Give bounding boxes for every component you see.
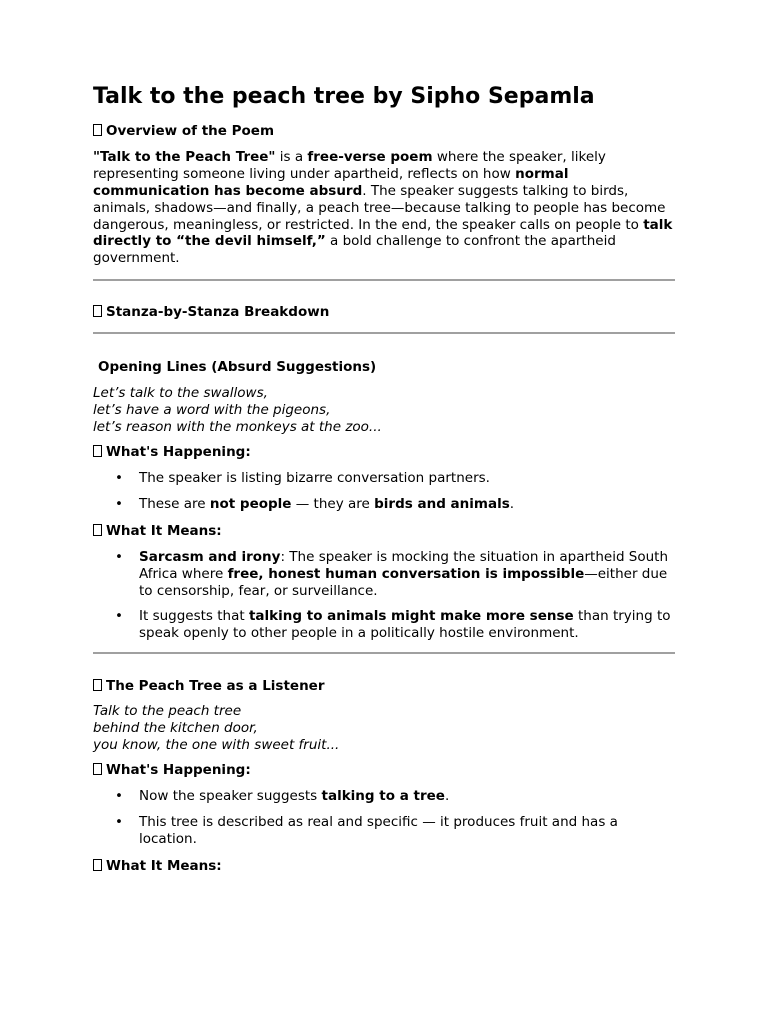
section1-happening-heading: What's Happening:: [93, 443, 675, 461]
list-item: • It suggests that talking to animals might make more sense than trying to speak openly to other people in a politically hostile environment.: [139, 608, 675, 642]
overview-heading: Overview of the Poem: [93, 122, 675, 140]
section2-verse: [93, 703, 675, 753]
missing-glyph-icon: [93, 763, 102, 775]
missing-glyph-icon: [93, 124, 102, 136]
verse-line: Talk to the peach tree: [93, 702, 242, 719]
overview-paragraph: "Talk to the Peach Tree" is a free-verse poem where the speaker, likely representing someone living under apartheid, reflects on how normal communication has become absurd. The speaker suggests talking to birds, animals, shadows—and finally, a peach tree—because talking to people has become dangerous, meaningless, or restricted. In the end, the speaker calls on people to talk directly to “the devil himself,” a bold challenge to confront the apartheid government.: [93, 149, 673, 267]
list-item: • The speaker is listing bizarre conversation partners.: [139, 470, 675, 487]
section2-means-heading: What It Means:: [93, 857, 675, 875]
missing-glyph-icon: [93, 679, 102, 691]
section1-heading: Opening Lines (Absurd Suggestions): [98, 358, 377, 375]
page-title: Talk to the peach tree by Sipho Sepamla: [93, 84, 595, 109]
missing-glyph-icon: [93, 445, 102, 457]
missing-glyph-icon: [93, 305, 102, 317]
divider: [93, 652, 675, 654]
section1-verse: [93, 385, 675, 435]
missing-glyph-icon: [93, 524, 102, 536]
verse-line: Let’s talk to the swallows,: [93, 384, 268, 401]
section2-happening-heading: What's Happening:: [93, 761, 675, 779]
section1-happening-list: [93, 470, 675, 513]
verse-line: let’s reason with the monkeys at the zoo...: [93, 418, 382, 435]
list-item: • This tree is described as real and specific — it produces fruit and has a location.: [139, 814, 675, 848]
section2-heading: The Peach Tree as a Listener: [93, 677, 675, 695]
breakdown-heading: Stanza-by-Stanza Breakdown: [93, 303, 675, 321]
verse-line: let’s have a word with the pigeons,: [93, 401, 331, 418]
section1-means-list: [93, 549, 675, 642]
divider: [93, 332, 675, 334]
divider: [93, 279, 675, 281]
verse-line: behind the kitchen door,: [93, 719, 258, 736]
section1-means-heading: What It Means:: [93, 522, 675, 540]
verse-line: you know, the one with sweet fruit...: [93, 736, 340, 753]
list-item: • Sarcasm and irony: The speaker is mocking the situation in apartheid South Africa where free, honest human conversation is impossible—either due to censorship, fear, or surveillance.: [139, 549, 675, 599]
missing-glyph-icon: [93, 859, 102, 871]
list-item: • These are not people — they are birds and animals.: [139, 496, 675, 513]
list-item: • Now the speaker suggests talking to a tree.: [139, 788, 675, 805]
section2-happening-list: [93, 788, 675, 847]
document-content: [93, 84, 675, 875]
